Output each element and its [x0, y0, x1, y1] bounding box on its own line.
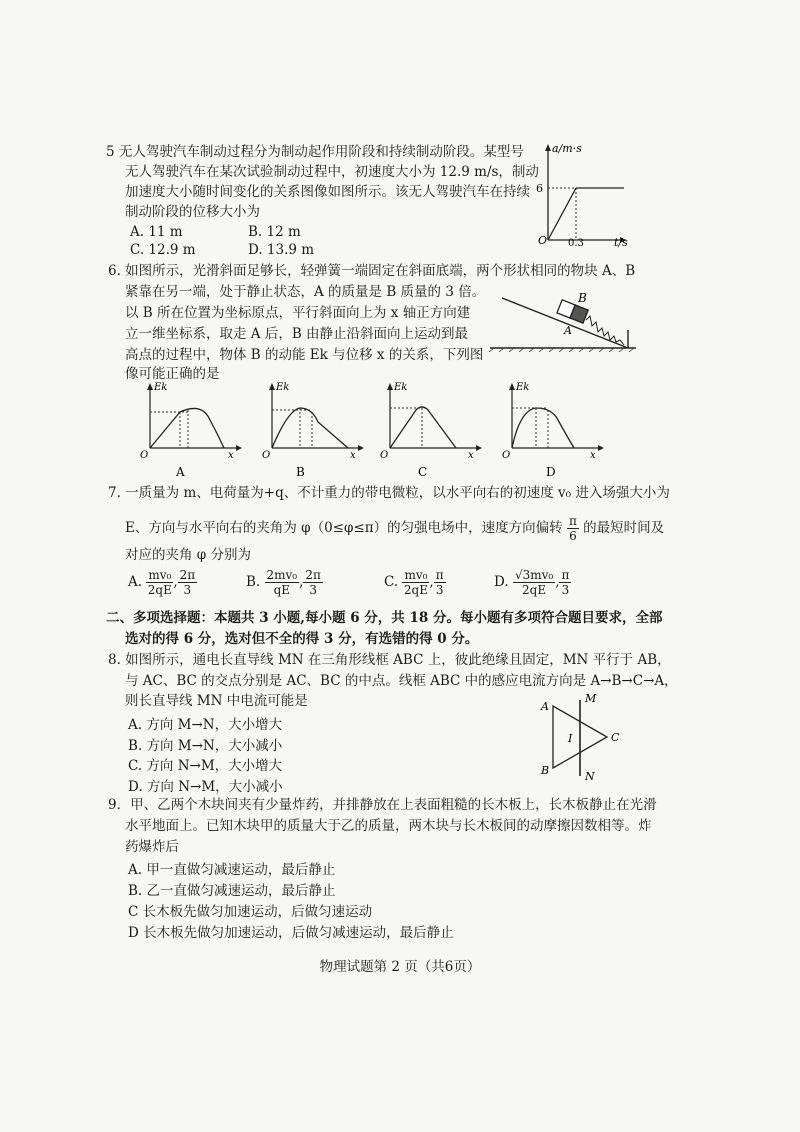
q9-option-d: D 长木板先做匀加速运动，后做匀减速运动，最后静止: [128, 925, 454, 941]
q6-graph-a-letter: A: [176, 465, 185, 479]
q7-option-a-angle: [178, 568, 198, 597]
q7-option-a-den: 2qE: [147, 583, 172, 597]
q5-option-b: B. 12 m: [248, 224, 301, 240]
q6-graph-b: [262, 380, 367, 480]
q7-option-c-num: mv₀: [404, 568, 428, 582]
q8-label-c: C: [611, 731, 620, 744]
q7-option-d-num: √3mv₀: [514, 568, 554, 582]
q9-option-b: B. 乙一直做匀减速运动，最后静止: [128, 883, 336, 899]
q7-option-a-letter: A.: [128, 574, 143, 590]
q6-line-2: 紧靠在另一端，处于静止状态，A 的质量是 B 质量的 3 倍。: [125, 284, 486, 300]
q7-line-2: [125, 514, 664, 543]
q5-line-3: 加速度大小随时间变化的关系图像如图所示。该无人驾驶汽车在持续: [125, 184, 530, 200]
q6-line-4: 立一维坐标系，取走 A 后，B 由静止沿斜面向上运动到最: [125, 326, 469, 342]
q7-line-1: 7. 一质量为 m、电荷量为+q、不计重力的带电微粒，以水平向右的初速度 v₀ 进入场强大小为: [108, 485, 670, 501]
q6-graph-c-letter: C: [418, 465, 428, 479]
q6-graph-a-ylabel: Ek: [154, 382, 168, 393]
q7-option-d: D. $\frac{\text{√3mv₀}}{2qE}$ , $\frac{\pi}{3}$: [494, 568, 570, 597]
q9-line-1: 9．甲、乙两个木块间夹有少量炸药，并排静放在上表面粗糙的长木板上，长木板静止在光滑: [108, 797, 657, 813]
q7-line-3: 对应的夹角 φ 分别为: [125, 547, 252, 563]
q6-graph-d: [502, 380, 607, 480]
q7-frac-bot: 6: [569, 529, 577, 543]
q9-option-c: C 长木板先做匀加速运动，后做匀速运动: [128, 904, 373, 920]
q5-graph-origin: O: [538, 234, 548, 247]
q9-line-3: 药爆炸后: [125, 839, 179, 855]
q6-line-3: 以 B 所在位置为坐标原点，平行斜面向上为 x 轴正方向建: [125, 305, 471, 321]
q5-option-d: D. 13.9 m: [248, 242, 315, 258]
q9-line-2: 水平地面上。已知木块甲的质量大于乙的质量，两木块与长木板间的动摩擦因数相等。炸: [125, 818, 652, 834]
q7-option-a-angle-den: 3: [183, 583, 192, 597]
q6-graph-c: [380, 380, 485, 480]
q7-option-b-den: qE: [273, 583, 291, 597]
q6-graph-b-origin: O: [262, 450, 271, 461]
q5-option-a: A. 11 m: [130, 224, 183, 240]
q8-label-a: A: [541, 700, 549, 713]
q7-frac-top: π: [568, 514, 577, 528]
q8-label-n: N: [585, 770, 595, 783]
q7-option-c-angle: [434, 568, 446, 597]
q6-graph-c-xlabel: x: [468, 450, 474, 461]
q8-label-i: I: [568, 732, 573, 745]
q6-incline-figure: [488, 290, 638, 352]
q7-option-c: C. $\frac{\text{mv₀}}{2qE}$ , $\frac{\pi}{3}$: [384, 568, 444, 597]
q8-line-1: 8. 如图所示，通电长直导线 MN 在三角形线框 ABC 上，彼此绝缘且固定，MN 平行于 AB，: [108, 652, 671, 668]
q7-option-a-num: mv₀: [148, 568, 172, 582]
q7-option-b-time: [265, 568, 300, 597]
q7-line-2-fraction: [567, 514, 579, 543]
q8-option-b: B. 方向 M→N，大小减小: [128, 738, 283, 754]
q7-option-c-angle-den: 3: [435, 583, 444, 597]
q5-graph-xval: 0.3: [568, 238, 584, 249]
q6-graph-c-ylabel: Ek: [394, 382, 408, 393]
q7-line-2-text-b: 的最短时间及: [583, 520, 665, 536]
q6-graph-a-origin: O: [140, 450, 149, 461]
q7-option-d-angle-num: π: [561, 568, 570, 582]
q5-line-1: 5 无人驾驶汽车制动过程分为制动起作用阶段和持续制动阶段。某型号: [106, 144, 524, 160]
q7-option-b: B. $\frac{\text{2mv₀}}{qE}$ , $\frac{2\pi}{3}$: [246, 568, 321, 597]
q8-option-a: A. 方向 M→N，大小增大: [128, 717, 283, 733]
q8-label-m: M: [585, 692, 597, 705]
q6-graph-b-letter: B: [296, 465, 305, 479]
q6-graph-a-xlabel: x: [228, 450, 234, 461]
q5-graph-yval: 6: [536, 182, 543, 195]
page-footer: 物理试题第 2 页（共6页）: [319, 959, 481, 975]
q5-line-2: 无人驾驶汽车在某次试验制动过程中，初速度大小为 12.9 m/s，制动: [125, 164, 539, 180]
q6-graph-d-xlabel: x: [590, 450, 596, 461]
q6-graph-d-letter: D: [546, 465, 556, 479]
section-2-header-line-2: 选对的得 6 分，选对但不全的得 3 分，有选错的得 0 分。: [125, 631, 479, 647]
q7-option-b-angle: [303, 568, 323, 597]
q6-graph-c-origin: O: [380, 450, 389, 461]
q7-option-b-angle-den: 3: [309, 583, 317, 597]
q9-option-a: A. 甲一直做匀减速运动，最后静止: [128, 862, 336, 878]
q6-line-1: 6. 如图所示，光滑斜面足够长，轻弹簧一端固定在斜面底端，两个形状相同的物块 A、B: [108, 263, 636, 279]
q7-option-c-den: 2qE: [403, 583, 428, 597]
q6-graph-d-origin: O: [502, 450, 511, 461]
q6-figure-label-a: A: [564, 324, 572, 337]
q8-line-3: 则长直导线 MN 中电流可能是: [125, 693, 308, 709]
q7-line-2-text-a: E、方向与水平向右的夹角为 φ（0≤φ≤π）的匀强电场中，速度方向偏转: [125, 520, 563, 536]
q7-option-b-num: 2mv₀: [266, 568, 298, 582]
q8-label-b: B: [541, 764, 550, 777]
q7-option-d-angle: [559, 568, 571, 597]
q6-line-6: 像可能正确的是: [125, 366, 220, 382]
q7-option-d-time: [513, 568, 555, 597]
q6-graph-a: [140, 380, 245, 480]
q7-option-a: A. $\frac{\text{mv₀}}{2qE}$ , $\frac{2\pi}{3}$: [128, 568, 196, 597]
q7-option-c-letter: C.: [384, 574, 399, 590]
q6-figure-label-b: B: [578, 291, 587, 305]
q5-graph-ylabel: a/m·s: [552, 142, 582, 155]
q5-graph-xlabel: t/s: [614, 236, 628, 249]
q7-option-b-angle-num: 2π: [305, 568, 321, 582]
q7-option-a-time: [146, 568, 173, 597]
q6-graph-d-ylabel: Ek: [516, 382, 530, 393]
q8-figure: [535, 692, 635, 784]
q7-option-c-angle-num: π: [435, 568, 444, 582]
q6-graph-b-ylabel: Ek: [276, 382, 290, 393]
q7-option-d-angle-den: 3: [561, 583, 570, 597]
q5-option-c: C. 12.9 m: [130, 242, 196, 258]
section-2-header-line-1: 二、多项选择题：本题共 3 小题,每小题 6 分，共 18 分。每小题有多项符合题目要求，全部: [106, 610, 663, 626]
q5-line-4: 制动阶段的位移大小为: [125, 204, 260, 220]
q6-graph-b-xlabel: x: [350, 450, 356, 461]
q8-line-2: 与 AC、BC 的交点分别是 AC、BC 的中点。线框 ABC 中的感应电流方向是 A→B→C→A，: [125, 673, 678, 689]
q7-option-a-angle-num: 2π: [179, 568, 196, 582]
q7-option-d-den: 2qE: [522, 583, 547, 597]
q7-option-c-time: [402, 568, 429, 597]
q7-option-d-letter: D.: [494, 574, 509, 590]
q8-option-c: C. 方向 N→M，大小增大: [128, 758, 283, 774]
q6-line-5: 高点的过程中，物体 B 的动能 Ek 与位移 x 的关系，下列图: [125, 347, 484, 363]
q5-graph: [528, 138, 628, 250]
q7-option-b-letter: B.: [246, 574, 261, 590]
q8-option-d: D. 方向 N→M，大小减小: [128, 779, 283, 795]
